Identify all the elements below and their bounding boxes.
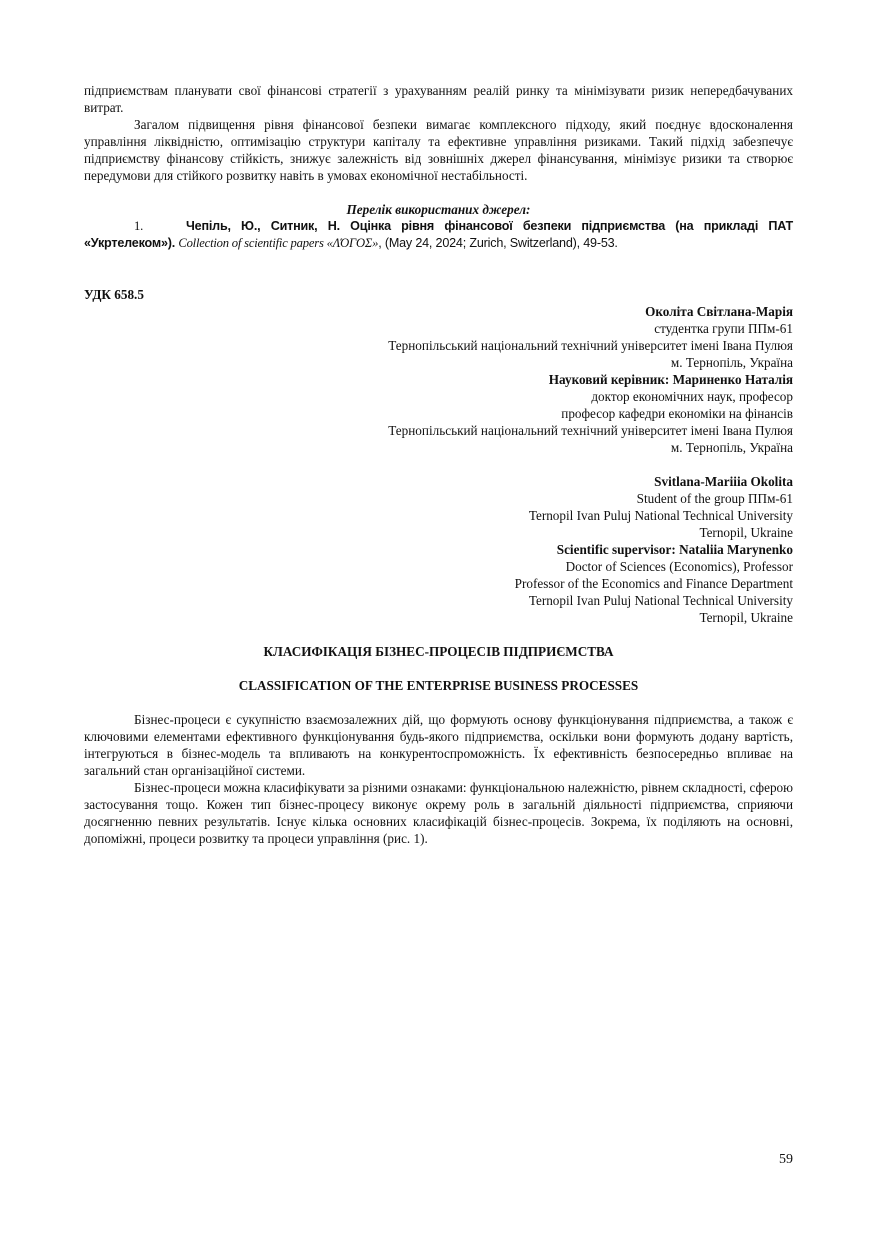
reference-details: , (May 24, 2024; Zurich, Switzerland), 49-53. [378, 236, 618, 250]
spacer [84, 184, 793, 201]
body-paragraph: Бізнес-процеси є сукупністю взаємозалежних дій, що формують основу функціонування підприємства, а також є ключовими елементами ефективного функціонування будь-якого підприємства, оскільки вони формують додану вартість, інтегруються в бізнес-модель та впливають на конкурентоспроможність. Їх ефективність безпосередньо впливає на загальний стан організаційної системи. [84, 712, 793, 778]
supervisor-name-ua: Науковий керівник: Мариненко Наталія [548, 372, 793, 387]
supervisor-university-ua: Тернопільський національний технічний університет імені Івана Пулюя [388, 423, 793, 438]
page-number: 59 [779, 1152, 793, 1167]
supervisor-position-en: Professor of the Economics and Finance Department [514, 576, 793, 591]
supervisor-degree-en: Doctor of Sciences (Economics), Professor [565, 559, 793, 574]
supervisor-name-en: Scientific supervisor: Nataliia Marynenko [556, 542, 793, 557]
article-title-en: CLASSIFICATION OF THE ENTERPRISE BUSINESS PROCESSES [238, 678, 639, 693]
spacer [84, 456, 793, 473]
author-city-en: Ternopil, Ukraine [699, 525, 793, 540]
spacer [84, 269, 793, 286]
paragraph-continuation: підприємствам планувати свої фінансові стратегії з урахуванням реалій ринку та мінімізувати ризик непередбачуваних витрат. [84, 83, 793, 115]
authors-block-ua [84, 303, 793, 456]
spacer [84, 626, 793, 643]
paragraph-conclusion: Загалом підвищення рівня фінансової безпеки вимагає комплексного підходу, який поєднує вдосконалення управління ліквідністю, оптимізацію структури капіталу та ефективне управління ризиками. Такий підхід забезпечує підприємству фінансову стійкість, знижує залежність від зовнішніх джерел фінансування, мінімізує ризики та створює передумови для стійкого розвитку навіть в умовах економічної нестабільності. [84, 117, 793, 183]
authors-block-en [84, 473, 793, 626]
spacer [84, 252, 793, 269]
supervisor-city-ua: м. Тернопіль, Україна [670, 440, 793, 455]
author-city-ua: м. Тернопіль, Україна [670, 355, 793, 370]
udk-code: УДК 658.5 [84, 287, 144, 302]
reference-item [84, 218, 793, 252]
article-title-ua: КЛАСИФІКАЦІЯ БІЗНЕС-ПРОЦЕСІВ ПІДПРИЄМСТВА [263, 644, 614, 659]
document-page [84, 82, 793, 847]
references-title: Перелік використаних джерел: [346, 202, 531, 217]
supervisor-university-en: Ternopil Ivan Puluj National Technical University [528, 593, 793, 608]
spacer [84, 660, 793, 677]
body-paragraph: Бізнес-процеси можна класифікувати за різними ознаками: функціональною належністю, рівнем складності, сферою застосування тощо. Кожен тип бізнес-процесу виконує окрему роль в загальній діяльності підприємства, сприяючи досягненню певних результатів. Існує кілька основних класифікацій бізнес-процесів. Зокрема, їх поділяють на основні, допоміжні, процеси розвитку та процеси управління (рис. 1). [84, 780, 793, 846]
supervisor-degree-ua: доктор економічних наук, професор [591, 389, 793, 404]
supervisor-position-ua: професор кафедри економіки на фінансів [561, 406, 793, 421]
author-name-ua: Околіта Світлана-Марія [645, 304, 793, 319]
spacer [84, 694, 793, 711]
author-group-ua: студентка групи ППм-61 [654, 321, 793, 336]
supervisor-city-en: Ternopil, Ukraine [699, 610, 793, 625]
author-university-en: Ternopil Ivan Puluj National Technical University [528, 508, 793, 523]
reference-source: Collection of scientific papers «ΛΌГOΣ» [178, 236, 379, 250]
author-name-en: Svitlana-Mariiia Okolita [654, 474, 793, 489]
author-group-en: Student of the group ППм-61 [636, 491, 793, 506]
reference-number: 1. [134, 219, 144, 233]
reference-authors-title: Чепіль, Ю., Ситник, Н. Оцінка рівня фінансової безпеки підприємства (на прикладі ПАТ «Укртелеком»). [84, 219, 793, 250]
author-university-ua: Тернопільський національний технічний університет імені Івана Пулюя [388, 338, 793, 353]
